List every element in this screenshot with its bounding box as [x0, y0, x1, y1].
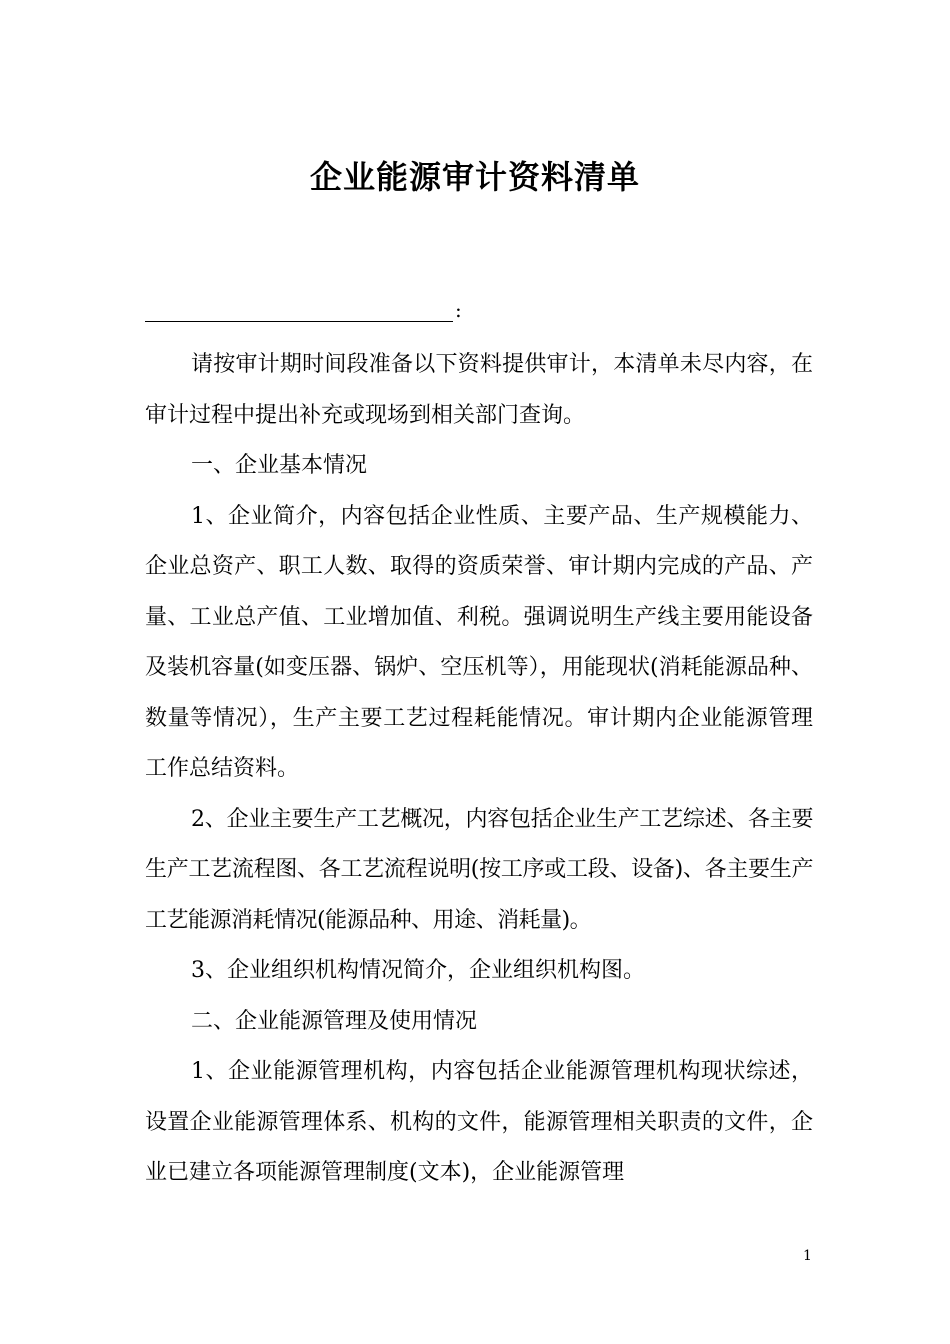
paragraph-organization: 3、企业组织机构情况简介，企业组织机构图。 [191, 958, 645, 983]
intro-paragraph: 请按审计期时间段准备以下资料提供审计，本清单未尽内容，在审计过程中提出补充或现场到相关部门查询。 [145, 352, 813, 428]
page-number: 1 [803, 1248, 812, 1264]
section-heading-energy-management: 二、企业能源管理及使用情况 [191, 1008, 478, 1034]
addressee-blank [145, 299, 453, 322]
document-body [145, 340, 813, 1199]
addressee-line [145, 296, 462, 322]
paragraph-energy-management-body: 1、企业能源管理机构，内容包括企业能源管理机构现状综述，设置企业能源管理体系、机构的文件，能源管理相关职责的文件，企业已建立各项能源管理制度(文本)，企业能源管理 [145, 1059, 813, 1185]
section-heading-basic-info: 一、企业基本情况 [191, 453, 368, 478]
paragraph-production-process: 2、企业主要生产工艺概况，内容包括企业生产工艺综述、各主要生产工艺流程图、各工艺流程说明(按工序或工段、设备)、各主要生产工艺能源消耗情况(能源品种、用途、消耗量)。 [145, 806, 813, 933]
paragraph-company-profile: 1、企业简介，内容包括企业性质、主要产品、生产规模能力、企业总资产、职工人数、取得的资质荣誉、审计期内完成的产品、产量、工业总产值、工业增加值、利税。强调说明生产线主要用能设备及装机容量(如变压器、锅炉、空压机等），用能现状(消耗能源品种、数量等情况），生产主要工艺过程耗能情况。审计期内企业能源管理工作总结资料。 [145, 503, 813, 781]
document-title: 企业能源审计资料清单 [309, 158, 640, 196]
addressee-colon: : [455, 298, 462, 322]
